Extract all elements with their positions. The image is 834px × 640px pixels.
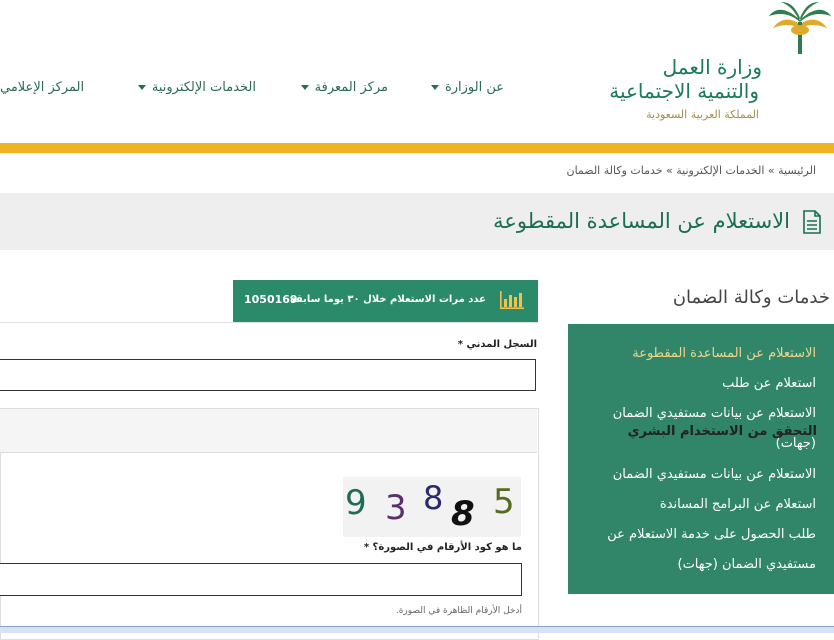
- nav-knowledge-center[interactable]: [301, 80, 388, 95]
- nav-e-services[interactable]: [138, 80, 256, 95]
- stats-count: 1050169: [244, 293, 298, 306]
- captcha-answer-input[interactable]: [0, 563, 522, 596]
- logo-ministry-name-line2: والتنمية الاجتماعية: [609, 79, 759, 103]
- divider: [0, 322, 538, 323]
- civil-record-input[interactable]: [0, 359, 536, 391]
- sidebar-item-lump-sum-inquiry[interactable]: الاستعلام عن المساعدة المقطوعة: [632, 346, 816, 361]
- captcha-digit: 8: [423, 479, 444, 517]
- nav-media-label: المركز الإعلامي: [0, 80, 85, 95]
- nav-about-ministry[interactable]: [431, 80, 504, 95]
- civil-record-label: السجل المدني *: [457, 339, 537, 350]
- nav-media-center[interactable]: [0, 80, 84, 95]
- sidebar-item-beneficiary-data-entities[interactable]: الاستعلام عن بيانات مستفيدي الضمان: [612, 406, 816, 421]
- captcha-image: [343, 477, 521, 537]
- chevron-down-icon: [431, 85, 439, 90]
- logo-country-name: المملكة العربية السعودية: [646, 108, 759, 121]
- sidebar-item-beneficiary-data[interactable]: الاستعلام عن بيانات مستفيدي الضمان: [612, 467, 816, 482]
- captcha-digit: 9: [345, 483, 367, 523]
- captcha-panel-header: [0, 409, 537, 453]
- header-accent-bar: [0, 143, 834, 153]
- sidebar-item-support-programs[interactable]: استعلام عن البرامج المساندة: [659, 497, 816, 512]
- nav-about-label: عن الوزارة: [444, 80, 504, 95]
- ministry-logo-icon: [765, 0, 834, 58]
- captcha-digit: 8: [451, 494, 475, 534]
- captcha-title: التحقق من الاستخدام البشري: [627, 424, 817, 439]
- logo-ministry-name-line1: وزارة العمل: [662, 55, 762, 79]
- bar-chart-icon: [500, 291, 524, 309]
- sidebar-item-service-request[interactable]: طلب الحصول على خدمة الاستعلام عن: [607, 527, 816, 542]
- nav-knowledge-label: مركز المعرفة: [314, 80, 388, 95]
- sidebar-item-request-inquiry[interactable]: استعلام عن طلب: [722, 376, 816, 391]
- captcha-digit: 5: [493, 482, 515, 522]
- captcha-question-label: ما هو كود الأرقام في الصورة؟ *: [363, 542, 522, 553]
- chevron-down-icon: [301, 85, 309, 90]
- sidebar-item-service-request-cont[interactable]: مستفيدي الضمان (جهات): [677, 557, 816, 572]
- sidebar-menu: [568, 324, 834, 594]
- captcha-digit: 3: [385, 488, 407, 528]
- stats-label: عدد مرات الاستعلام خلال ٣٠ يوما سابقة: [289, 294, 486, 305]
- document-icon: [802, 210, 822, 234]
- nav-eservices-label: الخدمات الإلكترونية: [151, 80, 256, 95]
- breadcrumb[interactable]: الرئيسية » الخدمات الإلكترونية » خدمات وكالة الضمان: [566, 164, 816, 177]
- page-title: الاستعلام عن المساعدة المقطوعة: [493, 209, 790, 233]
- captcha-hint: أدخل الأرقام الظاهرة في الصورة.: [395, 606, 522, 616]
- sidebar-title: خدمات وكالة الضمان: [672, 287, 830, 308]
- chevron-down-icon: [138, 85, 146, 90]
- inquiry-stats-bar: [233, 280, 538, 322]
- sidebar-item-beneficiary-data-entities-cont[interactable]: (جهات): [775, 436, 816, 451]
